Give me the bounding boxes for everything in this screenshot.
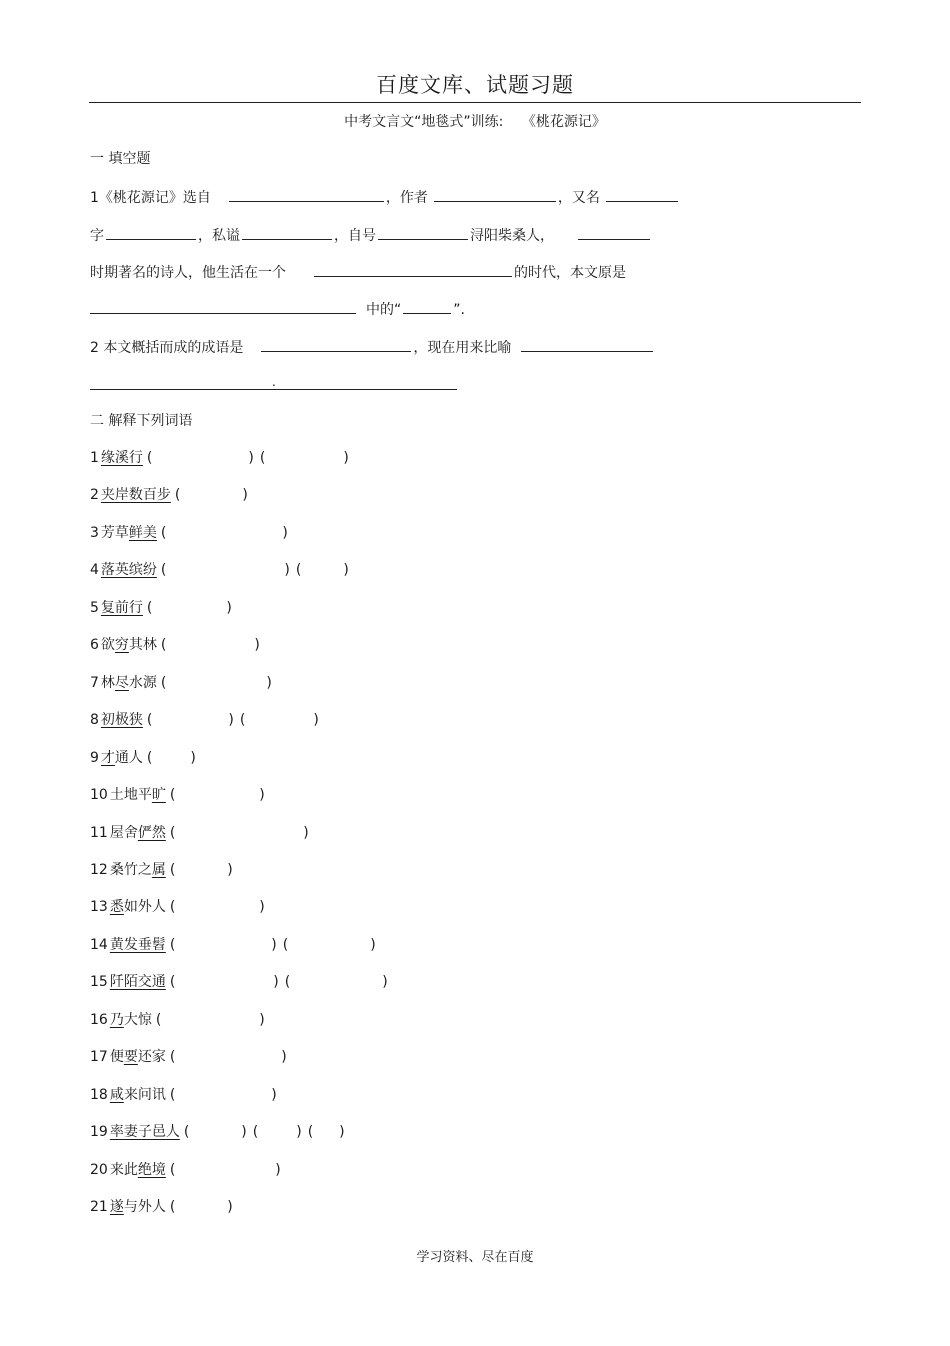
- answer-paren-slot[interactable]: ( ): [295, 562, 349, 579]
- vocab-item: [90, 1122, 345, 1142]
- question-2-line-1: 2 本文概括而成的成语是 ，现在用来比喻: [90, 336, 655, 358]
- vocab-item-number: 18: [90, 1086, 108, 1103]
- answer-blank-idiom[interactable]: [261, 336, 411, 352]
- answer-blank-times[interactable]: [314, 261, 512, 277]
- vocab-item: [90, 823, 309, 843]
- vocab-item-number: 4: [90, 562, 99, 579]
- vocab-item-number: 12: [90, 861, 108, 878]
- answer-paren-slot[interactable]: ( ): [169, 824, 309, 841]
- vocab-item-number: 17: [90, 1049, 108, 1066]
- vocab-item-number: 16: [90, 1011, 108, 1028]
- vocab-item: [90, 560, 349, 580]
- vocab-item: [90, 485, 248, 505]
- answer-paren-slot[interactable]: ( ): [155, 1011, 265, 1028]
- answer-paren-slot[interactable]: ( ): [146, 712, 234, 729]
- answer-blank-source[interactable]: [229, 186, 384, 202]
- answer-paren-slot[interactable]: ( ): [174, 487, 248, 504]
- answer-blank-alias[interactable]: [606, 186, 678, 202]
- answer-paren-slot[interactable]: ( ): [169, 936, 277, 953]
- vocab-underlined-word: 率妻子邑人: [109, 1124, 180, 1141]
- answer-paren-slot[interactable]: ( ): [282, 936, 376, 953]
- question-2-line-2: [90, 374, 459, 396]
- vocab-phrase-text: 欲: [100, 637, 115, 654]
- vocab-underlined-word: 咸: [109, 1086, 124, 1103]
- answer-blank-metaphor-continued[interactable]: .: [90, 374, 457, 390]
- answer-paren-slot[interactable]: ( ): [169, 1086, 277, 1103]
- vocab-phrase-text: 还家: [137, 1049, 166, 1066]
- footer-text: 学习资料、尽在百度: [416, 1250, 534, 1265]
- vocab-underlined-word: 初极狭: [100, 712, 143, 729]
- vocab-underlined-word: 鲜美: [128, 524, 157, 541]
- question-1-line-2: 字 ，私谥 ，自号 浔阳柴桑人，: [90, 224, 652, 246]
- answer-paren-slot[interactable]: ( ): [160, 637, 260, 654]
- question-1-line-4: 中的“ ”.: [90, 298, 465, 320]
- vocab-item: [90, 598, 232, 618]
- vocab-phrase-text: 桑竹之: [109, 861, 152, 878]
- answer-paren-slot[interactable]: ( ): [169, 1049, 287, 1066]
- vocab-item-number: 6: [90, 637, 99, 654]
- vocab-item: [90, 1047, 287, 1067]
- vocab-phrase-text: 大惊: [123, 1011, 152, 1028]
- answer-paren-slot[interactable]: ( ): [169, 899, 265, 916]
- vocab-phrase-text: 如外人: [123, 899, 166, 916]
- vocab-item-number: 1: [90, 450, 99, 466]
- vocab-phrase-text: 便: [109, 1049, 124, 1066]
- answer-paren-slot[interactable]: ( ): [146, 599, 232, 616]
- vocab-item: [90, 523, 288, 543]
- vocab-phrase-text: 水源: [128, 674, 157, 691]
- vocab-item-number: 11: [90, 824, 108, 841]
- vocab-item-number: 7: [90, 674, 99, 691]
- vocab-item: [90, 897, 265, 917]
- vocab-phrase-text: 芳草: [100, 524, 129, 541]
- vocab-underlined-word: 要: [123, 1049, 138, 1066]
- answer-paren-slot[interactable]: ( ): [169, 787, 265, 804]
- vocab-phrase-text: 其林: [128, 637, 157, 654]
- section-heading-explain-words: 二 解释下列词语: [90, 413, 193, 429]
- question-1-line-3: 时期著名的诗人，他生活在一个 的时代，本文原是: [90, 261, 626, 283]
- section-heading-fill-blank: 一 填空题: [90, 151, 151, 167]
- vocab-underlined-word: 落英缤纷: [100, 562, 157, 579]
- vocab-phrase-text: 林: [100, 674, 115, 691]
- vocab-underlined-word: 阡陌交通: [109, 974, 166, 991]
- answer-blank-self-title[interactable]: [378, 224, 468, 240]
- vocab-underlined-word: 绝境: [137, 1161, 166, 1178]
- vocab-underlined-word: 旷: [151, 787, 166, 804]
- vocab-underlined-word: 缘溪行: [100, 450, 143, 466]
- answer-paren-slot[interactable]: ( ): [169, 1161, 281, 1178]
- vocab-item: [90, 1085, 277, 1105]
- answer-paren-slot[interactable]: ( ): [169, 861, 233, 878]
- vocab-item-number: 15: [90, 974, 108, 991]
- question-1-line-1: 1《桃花源记》选自 ，作者 ，又名: [90, 186, 680, 208]
- vocab-item: [90, 673, 272, 693]
- vocab-item: [90, 635, 260, 655]
- vocab-item: [90, 448, 349, 468]
- answer-blank-collection[interactable]: [90, 298, 356, 314]
- vocab-item-number: 10: [90, 787, 108, 804]
- answer-paren-slot[interactable]: ( ): [160, 562, 290, 579]
- vocab-underlined-word: 悉: [109, 899, 124, 916]
- answer-paren-slot[interactable]: ( ): [284, 974, 388, 991]
- answer-blank-metaphor[interactable]: [521, 336, 653, 352]
- vocab-phrase-text: 来问讯: [123, 1086, 166, 1103]
- answer-blank-work[interactable]: [403, 298, 451, 314]
- answer-paren-slot[interactable]: ( ): [183, 1124, 247, 1141]
- vocab-item-number: 20: [90, 1161, 108, 1178]
- vocab-item-number: 8: [90, 712, 99, 729]
- answer-paren-slot[interactable]: ( ): [307, 1124, 345, 1141]
- vocab-item: [90, 860, 233, 880]
- vocab-underlined-word: 穷: [114, 637, 129, 654]
- vocab-item: [90, 785, 265, 805]
- vocab-item: [90, 1160, 281, 1180]
- vocab-item: [90, 748, 196, 768]
- vocab-phrase-text: 屋舍: [109, 824, 138, 841]
- answer-blank-author[interactable]: [434, 186, 556, 202]
- answer-paren-slot[interactable]: ( ): [160, 524, 288, 541]
- vocab-item-number: 5: [90, 599, 99, 616]
- vocab-item: [90, 1010, 265, 1030]
- vocab-underlined-word: 黄发垂髫: [109, 936, 166, 953]
- vocab-underlined-word: 夹岸数百步: [100, 487, 171, 504]
- answer-paren-slot[interactable]: ( ): [146, 450, 254, 466]
- vocab-item: [90, 935, 376, 955]
- answer-paren-slot[interactable]: ( ): [259, 450, 349, 466]
- vocab-underlined-word: 遂: [109, 1199, 124, 1215]
- answer-blank-posthumous-name[interactable]: [242, 224, 332, 240]
- vocab-phrase-text: 通人: [114, 749, 143, 766]
- vocab-item: [90, 1197, 233, 1217]
- vocab-item-number: 3: [90, 524, 99, 541]
- vocab-item-number: 21: [90, 1199, 108, 1215]
- answer-paren-slot[interactable]: ( ): [146, 749, 196, 766]
- vocab-item-number: 14: [90, 936, 108, 953]
- vocab-item: [90, 710, 319, 730]
- answer-paren-slot[interactable]: ( ): [169, 1199, 233, 1215]
- answer-paren-slot[interactable]: ( ): [239, 712, 319, 729]
- answer-blank-courtesy-name[interactable]: [106, 224, 196, 240]
- answer-paren-slot[interactable]: ( ): [252, 1124, 302, 1141]
- vocab-phrase-text: 来此: [109, 1161, 138, 1178]
- vocab-underlined-word: 才: [100, 749, 115, 766]
- vocab-underlined-word: 属: [151, 861, 166, 878]
- vocab-underlined-word: 尽: [114, 674, 129, 691]
- page-title: 百度文库、试题习题: [376, 73, 574, 97]
- vocab-item-number: 9: [90, 749, 99, 766]
- vocab-item-number: 13: [90, 899, 108, 916]
- vocab-item-number: 19: [90, 1124, 108, 1141]
- answer-paren-slot[interactable]: ( ): [169, 974, 279, 991]
- exercise-subtitle: 中考文言文“地毯式”训练: 《桃花源记》: [344, 114, 606, 130]
- vocab-underlined-word: 俨然: [137, 824, 166, 841]
- vocab-underlined-word: 乃: [109, 1011, 124, 1028]
- vocab-item: [90, 972, 388, 992]
- vocab-item-number: 2: [90, 487, 99, 504]
- vocab-phrase-text: 土地平: [109, 787, 152, 804]
- answer-paren-slot[interactable]: ( ): [160, 674, 272, 691]
- vocab-phrase-text: 与外人: [123, 1199, 166, 1215]
- title-divider: [89, 102, 861, 103]
- answer-blank-era[interactable]: [578, 224, 650, 240]
- vocab-underlined-word: 复前行: [100, 599, 143, 616]
